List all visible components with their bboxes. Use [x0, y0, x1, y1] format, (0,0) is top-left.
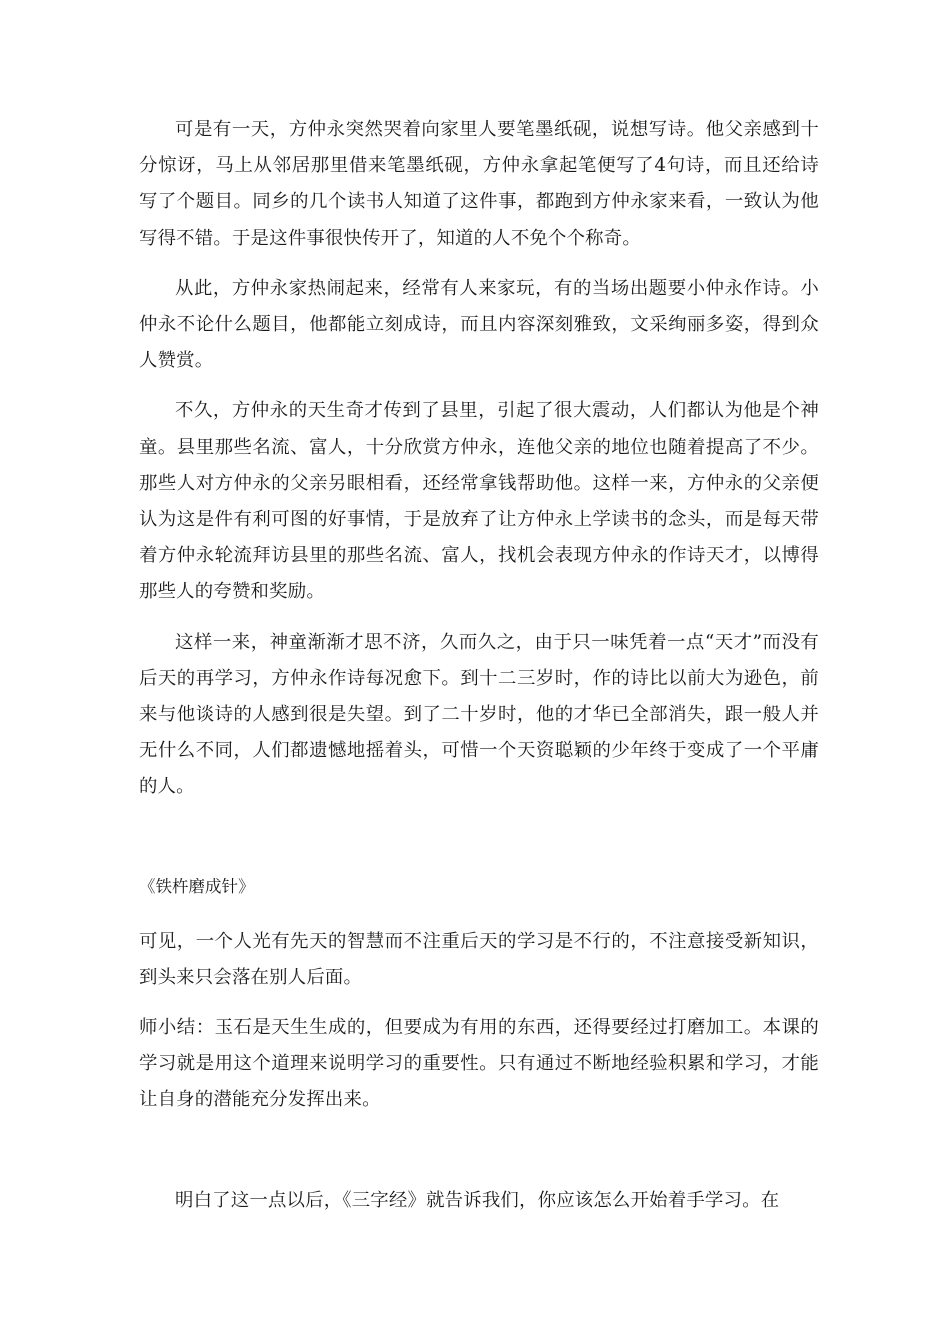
paragraph-county: 不久，方仲永的天生奇才传到了县里，引起了很大震动，人们都认为他是个神童。县里那些名流、富人，十分欣赏方仲永，连他父亲的地位也随着提高了不少。那些人对方仲永的父亲另眼相看，还经常拿钱帮助他。这样一来，方仲永的父亲便认为这是件有利可图的好事情，于是放弃了让方仲永上学读书的念头，而是每天带着方仲永轮流拜访县里的那些名流、富人，找机会表现方仲永的作诗天才，以博得那些人的夸赞和奖励。 — [139, 400, 819, 603]
section-title: 《铁杵磨成针》 — [139, 876, 255, 896]
paragraph-poem-writing: 可是有一天，方仲永突然哭着向家里人要笔墨纸砚，说想写诗。他父亲感到十分惊讶，马上从邻居那里借来笔墨纸砚，方仲永拿起笔便写了4句诗，而且还给诗写了个题目。同乡的几个读书人知道了这件事，都跑到方仲永家来看，一致认为他写得不错。于是这件事很快传开了，知道的人不免个个称奇。 — [139, 119, 819, 249]
paragraph-fame: 从此，方仲永家热闹起来，经常有人来家玩，有的当场出题要小仲永作诗。小仲永不论什么题目，他都能立刻成诗，而且内容深刻雅致，文采绚丽多姿，得到众人赞赏。 — [139, 277, 819, 372]
paragraph-decline: 这样一来，神童渐渐才思不济，久而久之，由于只一味凭着一点“天才”而没有后天的再学习，方仲永作诗每况愈下。到十二三岁时，作的诗比以前大为逊色，前来与他谈诗的人感到很是失望。到了二十岁时，他的才华已全部消失，跟一般人并无什么不同，人们都遗憾地摇着头，可惜一个天资聪颖的少年终于变成了一个平庸的人。 — [139, 631, 819, 798]
paragraph-three-character-classic: 明白了这一点以后，《三字经》就告诉我们，你应该怎么开始着手学习。在 — [175, 1189, 780, 1211]
paragraph-conclusion: 可见，一个人光有先天的智慧而不注重后天的学习是不行的，不注意接受新知识，到头来只会落在别人后面。 — [139, 930, 819, 988]
paragraph-teacher-summary: 师小结：玉石是天生生成的，但要成为有用的东西，还得要经过打磨加工。本课的学习就是用这个道理来说明学习的重要性。只有通过不断地经验积累和学习，才能让自身的潜能充分发挥出来。 — [139, 1017, 819, 1111]
document-page — [139, 112, 819, 1219]
